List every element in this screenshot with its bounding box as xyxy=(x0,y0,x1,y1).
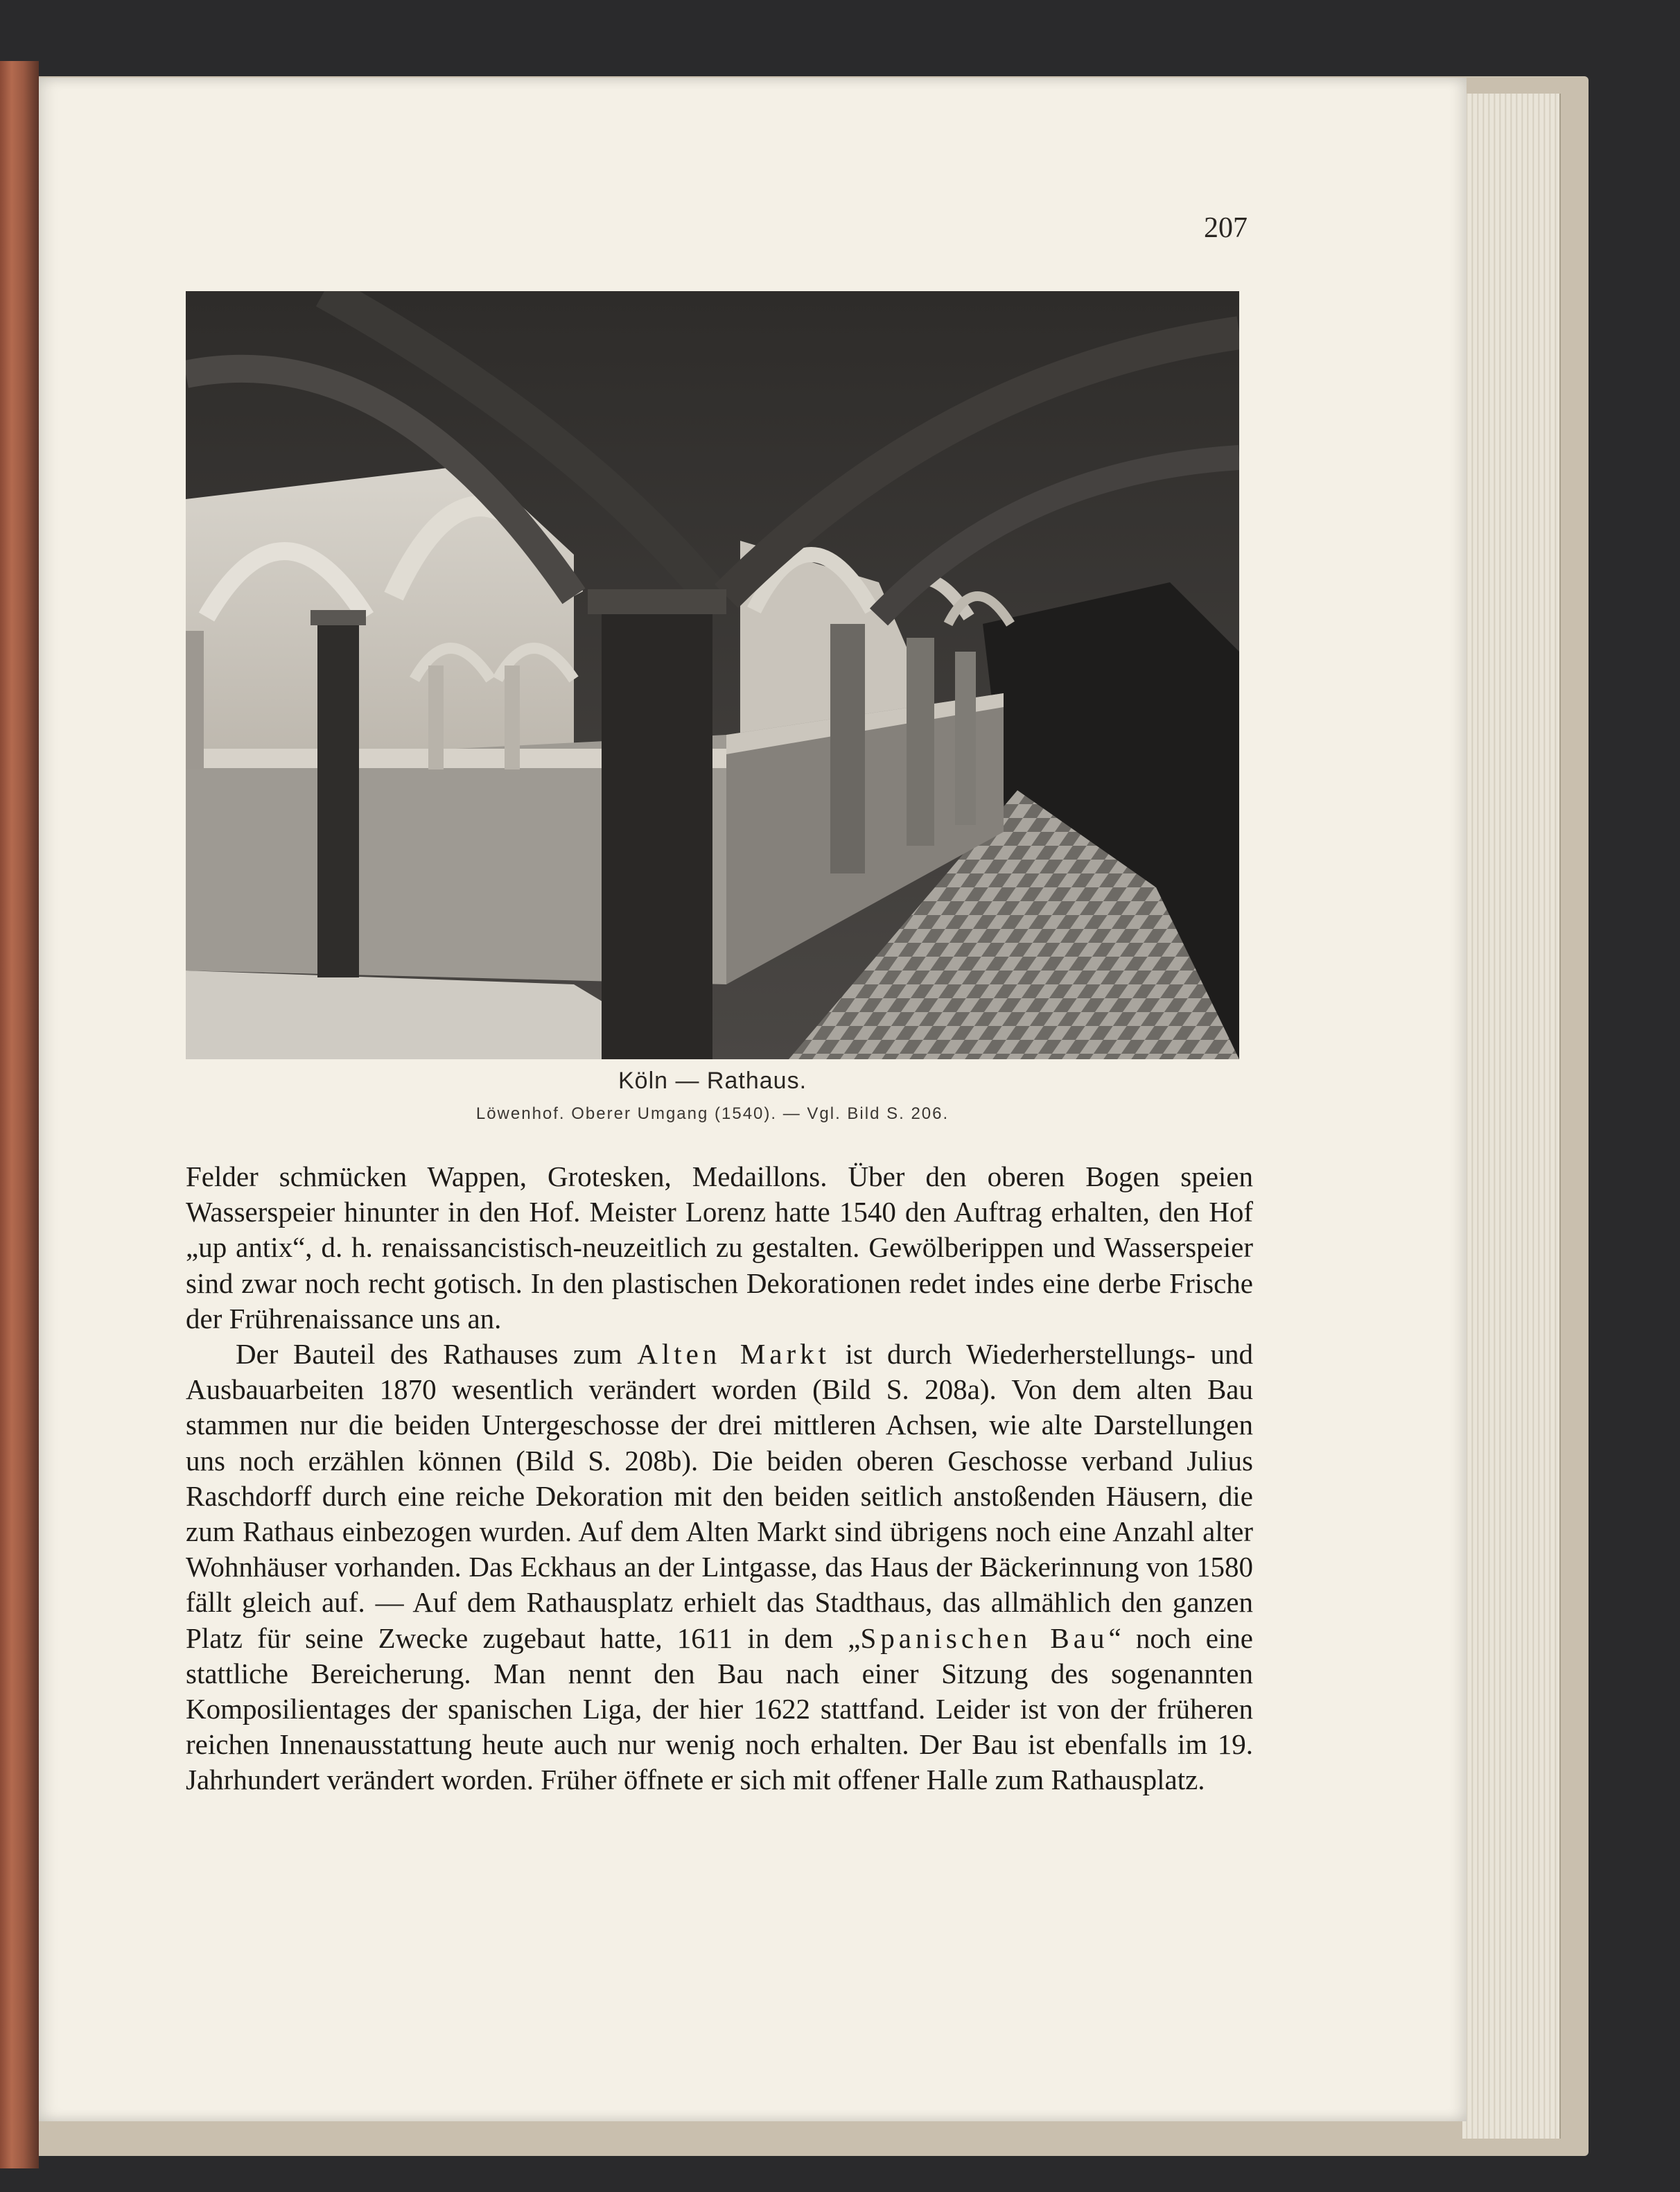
paragraph-2-part-b: ist durch Wiederherstellungs- und Ausbauarbeiten 1870 wesentlich verändert worden (Bild S. 208a). Von dem alten Bau stammen nur die beiden Untergeschosse der drei mittleren Achsen, wie alte Darstellungen uns noch erzählen können (Bild S. 208b). Die beiden oberen Geschosse verband Julius Raschdorff durch eine reiche Dekoration mit den beiden seitlich anstoßenden Häusern, die zum Rathaus einbezogen wurden. Auf dem Alten Markt sind übrigens noch eine Anzahl alter Wohnhäuser vorhanden. Das Eckhaus an der Lintgasse, das Haus der Bäckerinnung von 1580 fällt gleich auf. — Auf dem Rathausplatz erhielt das Stadthaus, das allmählich den ganzen Platz für seine Zwecke zugebaut hatte, 1611 in dem „ xyxy=(186,1338,1253,1654)
body-text xyxy=(186,1159,1253,1798)
page-number: 207 xyxy=(1204,212,1248,244)
photo-cloister-arcade xyxy=(186,291,1239,1059)
paragraph-2 xyxy=(186,1337,1253,1798)
caption-title: Köln — Rathaus. xyxy=(618,1068,807,1094)
caption-subtitle: Löwenhof. Oberer Umgang (1540). — Vgl. Bild S. 206. xyxy=(475,1104,950,1123)
emphasis-spanischen-bau: Spanischen Bau xyxy=(860,1621,1109,1654)
paragraph-1: Felder schmücken Wappen, Grotesken, Medaillons. Über den oberen Bogen speien Wasserspeier hinunter in den Hof. Meister Lorenz hatte 1540 den Auftrag erhalten, den Hof „up antix“, d. h. renaissancistisch-neuzeitlich zu gestalten. Gewölberippen und Wasserspeier sind zwar noch recht gotisch. In den plastischen Dekorationen redet indes eine derbe Frische der Frührenaissance uns an. xyxy=(186,1160,1253,1334)
paragraph-2-part-c: “ noch eine stattliche Bereicherung. Man nennt den Bau nach einer Sitzung des sogenannten Komposilientages der spanischen Liga, der hier 1622 stattfand. Leider ist von der früheren reichen Innenausstattung heute auch nur wenig noch erhalten. Der Bau ist ebenfalls im 19. Jahrhundert verändert worden. Früher öffnete er sich mit offener Halle zum Rathausplatz. xyxy=(186,1621,1253,1796)
emphasis-alten-markt: Alten Markt xyxy=(637,1338,831,1371)
adjacent-page-edge xyxy=(0,61,39,2168)
page-block-edges xyxy=(1462,94,1561,2139)
paragraph-2-part-a: Der Bauteil des Rathauses zum xyxy=(236,1338,638,1371)
